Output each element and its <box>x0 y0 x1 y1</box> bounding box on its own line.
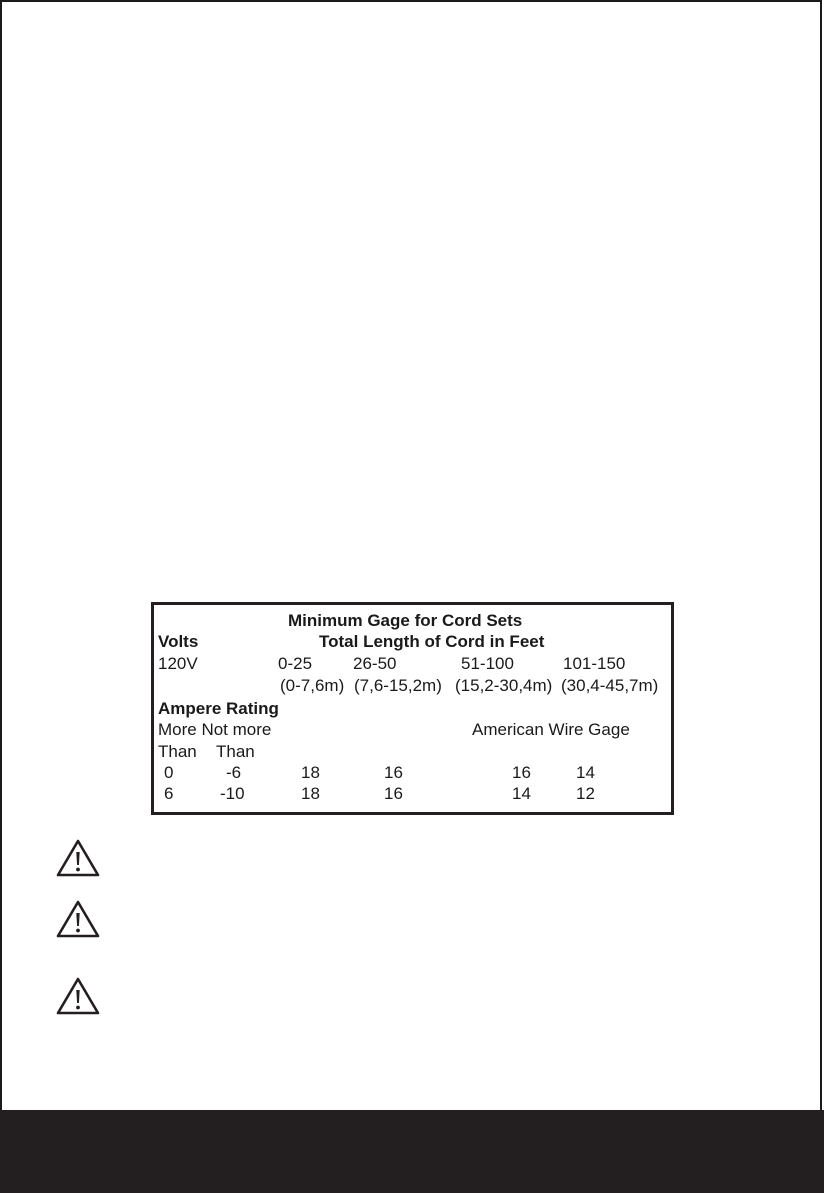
than-label-2: Than <box>216 742 255 761</box>
row1-gage-4: 14 <box>576 763 595 782</box>
row1-gage-1: 18 <box>301 763 320 782</box>
awg-label: American Wire Gage <box>472 720 630 739</box>
warning-triangle-icon <box>55 838 101 878</box>
length-m-2: (7,6-15,2m) <box>354 676 442 695</box>
warning-triangle-icon <box>55 976 101 1016</box>
than-label-1: Than <box>158 742 197 761</box>
voltage-value: 120V <box>158 654 198 673</box>
length-ft-2: 26-50 <box>353 654 397 673</box>
cord-gage-table <box>151 602 674 815</box>
length-m-1: (0-7,6m) <box>280 676 345 695</box>
length-header: Total Length of Cord in Feet <box>319 632 545 651</box>
row2-gage-4: 12 <box>576 784 595 803</box>
length-ft-1: 0-25 <box>278 654 313 673</box>
footer-band <box>0 1110 824 1193</box>
row1-not-more: -6 <box>226 763 242 782</box>
row1-more: 0 <box>164 763 174 782</box>
length-m-4: (30,4-45,7m) <box>561 676 659 695</box>
row1-gage-2: 16 <box>384 763 403 782</box>
row1-gage-3: 16 <box>512 763 531 782</box>
row2-gage-2: 16 <box>384 784 403 803</box>
row2-not-more: -10 <box>220 784 245 803</box>
length-ft-4: 101-150 <box>563 654 626 673</box>
row2-gage-1: 18 <box>301 784 320 803</box>
more-not-more-label: More Not more <box>158 720 272 739</box>
row2-more: 6 <box>164 784 174 803</box>
length-m-3: (15,2-30,4m) <box>455 676 553 695</box>
row2-gage-3: 14 <box>512 784 531 803</box>
table-title: Minimum Gage for Cord Sets <box>288 611 523 630</box>
volts-label: Volts <box>158 632 199 651</box>
warning-triangle-icon <box>55 899 101 939</box>
ampere-rating-label: Ampere Rating <box>158 699 279 718</box>
length-ft-3: 51-100 <box>461 654 514 673</box>
